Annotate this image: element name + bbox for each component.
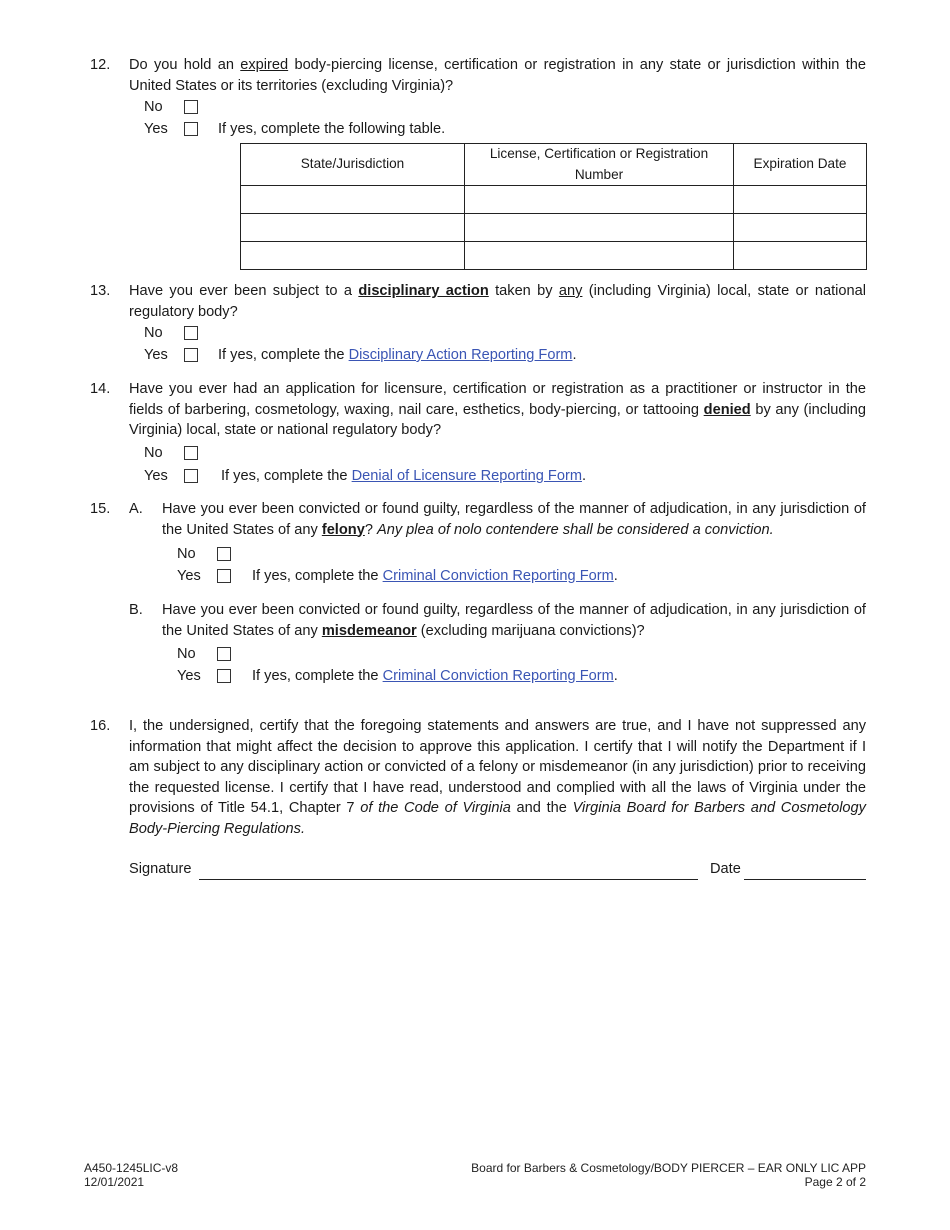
- footer-left: [84, 1162, 178, 1189]
- yes-label: Yes: [144, 468, 168, 484]
- state-cell[interactable]: [241, 242, 465, 270]
- criminal-conviction-form-link[interactable]: Criminal Conviction Reporting Form: [382, 568, 614, 584]
- yes-note: If yes, complete the Disciplinary Action Reporting Form.: [218, 347, 577, 363]
- date-label: Date: [710, 861, 741, 877]
- no-label: No: [144, 325, 163, 341]
- state-cell[interactable]: [241, 186, 465, 214]
- question-text: Do you hold an expired body-piercing license, certification or registration in any state or jurisdiction within the United States or its territories (excluding Virginia)?: [129, 57, 866, 94]
- yes-note: If yes, complete the Denial of Licensure Reporting Form.: [221, 468, 587, 484]
- question-15a-text: Have you ever been convicted or found guilty, regardless of the manner of adjudication, in any jurisdiction of the United States of any felony? Any plea of nolo contendere shall be considered a conviction.: [162, 501, 866, 538]
- sub-question-letter: B.: [129, 602, 143, 618]
- question-number: 15.: [90, 501, 111, 517]
- q12-yes-checkbox[interactable]: [184, 122, 198, 136]
- no-label: No: [144, 99, 163, 115]
- state-cell[interactable]: [241, 214, 465, 242]
- expiration-cell[interactable]: [734, 186, 867, 214]
- no-label: No: [177, 646, 196, 662]
- board-title: Board for Barbers & Cosmetology/BODY PIERCER – EAR ONLY LIC APP: [471, 1161, 866, 1175]
- q13-no-checkbox[interactable]: [184, 326, 198, 340]
- yes-note: If yes, complete the following table.: [218, 121, 446, 137]
- yes-note: If yes, complete the Criminal Conviction Reporting Form.: [252, 668, 618, 684]
- question-number: 14.: [90, 381, 111, 397]
- yes-label: Yes: [177, 568, 201, 584]
- certification-text: I, the undersigned, certify that the foregoing statements and answers are true, and I have not suppressed any information that might affect the decision to approve this application. I certify that I will notify the Department if I am subject to any disciplinary action or convicted of a felony or misdemeanor (in any jurisdiction) prior to receiving the requested license. I certify that I have read, understood and complied with all the laws of Virginia under the provisions of Title 54.1, Chapter 7 of the Code of Virginia and the Virginia Board for Barbers and Cosmetology Body-Piercing Regulations.: [129, 718, 866, 837]
- signature-label: Signature: [129, 861, 192, 877]
- question-text: Have you ever had an application for licensure, certification or registration as a practitioner or instructor in the fields of barbering, cosmetology, waxing, nail care, esthetics, body-piercing, or tattooing denied by any (including Virginia) local, state or national regulatory body?: [129, 381, 866, 438]
- col-header-expiration: Expiration Date: [734, 144, 867, 186]
- sub-question-letter: A.: [129, 501, 143, 517]
- yes-label: Yes: [144, 121, 168, 137]
- criminal-conviction-form-link[interactable]: Criminal Conviction Reporting Form: [382, 668, 614, 684]
- page-number: Page 2 of 2: [804, 1174, 866, 1189]
- q14-no-checkbox[interactable]: [184, 446, 198, 460]
- q13-yes-checkbox[interactable]: [184, 348, 198, 362]
- col-header-number: License, Certification or Registration Number: [465, 144, 734, 186]
- date-line[interactable]: [744, 878, 866, 880]
- q12-no-checkbox[interactable]: [184, 100, 198, 114]
- yes-label: Yes: [177, 668, 201, 684]
- q15a-yes-checkbox[interactable]: [217, 569, 231, 583]
- question-number: 13.: [90, 283, 111, 299]
- yes-note: If yes, complete the Criminal Conviction Reporting Form.: [252, 568, 618, 584]
- footer-right: [471, 1162, 866, 1189]
- q15b-yes-checkbox[interactable]: [217, 669, 231, 683]
- question-number: 12.: [90, 57, 111, 73]
- table-row: [241, 214, 867, 242]
- question-number: 16.: [90, 718, 111, 734]
- no-label: No: [144, 445, 163, 461]
- table-row: [241, 186, 867, 214]
- no-label: No: [177, 546, 196, 562]
- number-cell[interactable]: [465, 242, 734, 270]
- q14-yes-checkbox[interactable]: [184, 469, 198, 483]
- number-cell[interactable]: [465, 214, 734, 242]
- expiration-cell[interactable]: [734, 214, 867, 242]
- form-date: 12/01/2021: [84, 1174, 145, 1189]
- number-cell[interactable]: [465, 186, 734, 214]
- disciplinary-action-form-link[interactable]: Disciplinary Action Reporting Form: [348, 347, 573, 363]
- yes-label: Yes: [144, 347, 168, 363]
- question-text: Have you ever been subject to a disciplinary action taken by any (including Virginia) local, state or national regulatory body?: [129, 283, 866, 320]
- table-row: [241, 242, 867, 270]
- q15a-no-checkbox[interactable]: [217, 547, 231, 561]
- form-id: A450-1245LIC-v8: [84, 1161, 179, 1175]
- col-header-state: State/Jurisdiction: [241, 144, 465, 186]
- denial-of-licensure-form-link[interactable]: Denial of Licensure Reporting Form: [351, 468, 582, 484]
- expired-license-table: [240, 143, 867, 270]
- signature-line[interactable]: [199, 878, 698, 880]
- q15b-no-checkbox[interactable]: [217, 647, 231, 661]
- expiration-cell[interactable]: [734, 242, 867, 270]
- question-15b-text: Have you ever been convicted or found guilty, regardless of the manner of adjudication, in any jurisdiction of the United States of any misdemeanor (excluding marijuana convictions)?: [162, 602, 866, 639]
